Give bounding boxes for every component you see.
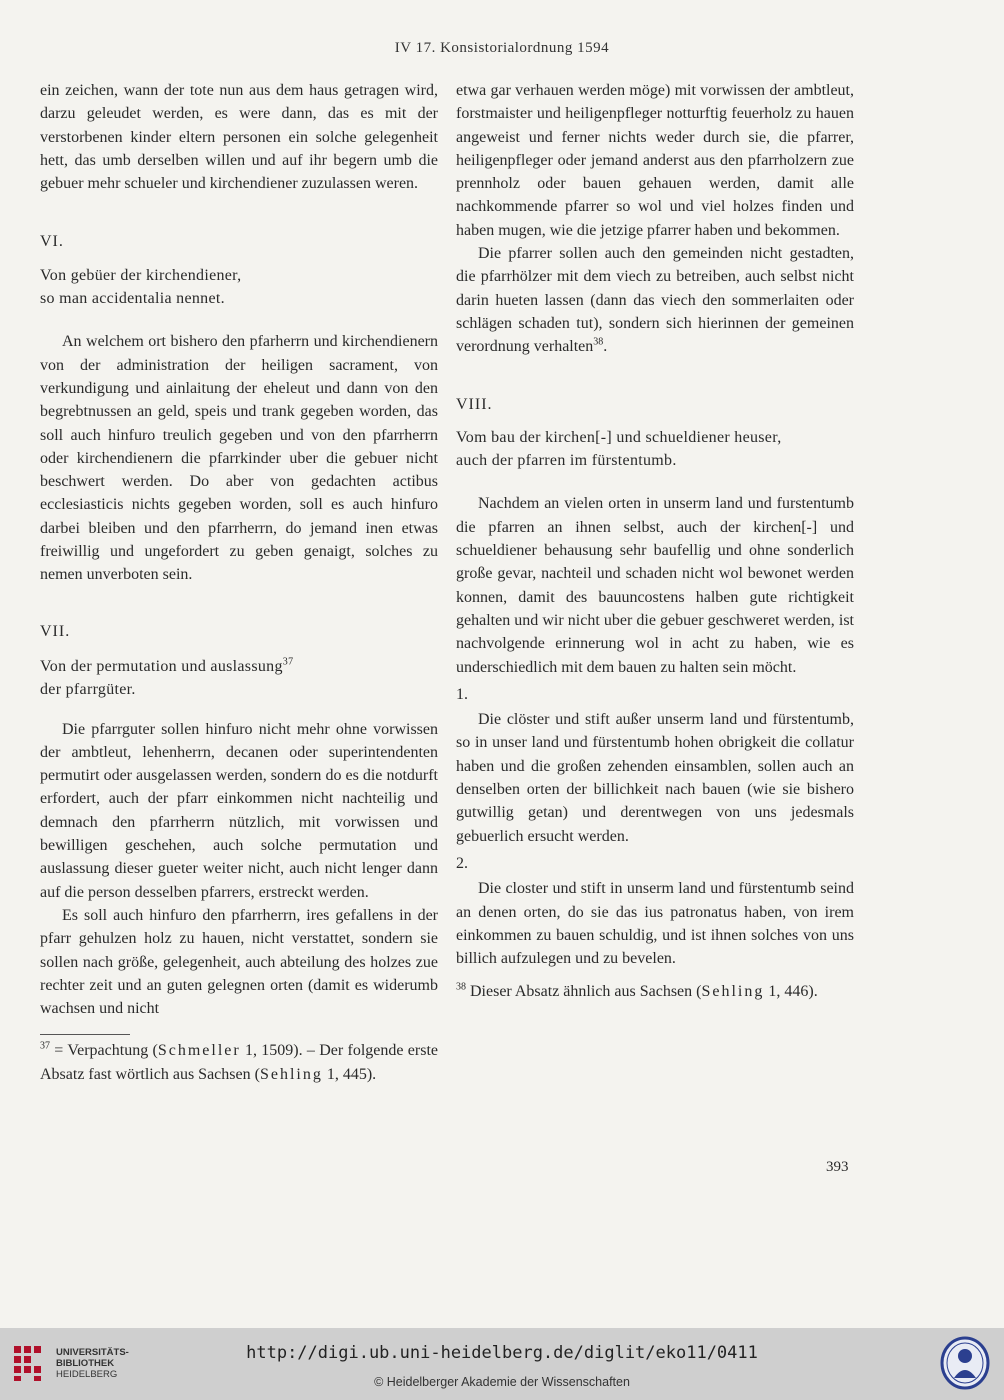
footnote-ref-38: 38 xyxy=(593,336,604,348)
section-7-number: VII. xyxy=(40,622,71,640)
subsection-2-paragraph: Die closter und stift in unserm land und fürstentumb seind an denen orten, do sie das ius patronatus haben, von irem einkommen zu bauen schuldig, und ist ihnen solches von uns billich aufzulegen und zu bevelen. xyxy=(456,880,854,968)
paragraph-intro: ein zeichen, wann der tote nun aus dem haus getragen wird, darzu geleudet werden, es were dann, das es mit der verstorbenen kinder eltern personen ein solche gelegenheit hett, das umb derselben willen und auf ihr begern umb die gebuer mehr schueler und kirchendiener zuzulassen weren. xyxy=(40,82,438,193)
running-head: IV 17. Konsistorialordnung 1594 xyxy=(394,40,610,56)
subsection-2-number: 2. xyxy=(456,854,468,872)
academy-seal-icon[interactable] xyxy=(940,1336,990,1390)
section-6-title-line2: so man accidentalia nennet. xyxy=(40,290,225,308)
logo-text: UNIVERSITÄTS- BIBLIOTHEK HEIDELBERG xyxy=(56,1347,129,1380)
section-6-title-line1: Von gebüer der kirchendiener, xyxy=(40,266,242,284)
section-7-title xyxy=(40,655,438,702)
footnote-ref-37: 37 xyxy=(282,656,294,668)
document-url-link[interactable]: http://digi.ub.uni-heidelberg.de/diglit/eko11/0411 xyxy=(246,1343,758,1363)
section-7-title-line2: der pfarrgüter. xyxy=(40,681,136,699)
page-number: 393 xyxy=(826,1159,849,1175)
footer-bar xyxy=(0,1328,1004,1400)
subsection-1-paragraph: Die clöster und stift außer unserm land und fürstentumb, so in unser land und fürstentumb hohen obrigkeit die collatur haben und die großen zehenden einsamblen, sollen auch an denselben orten der billichkeit nach bauen (wie sie bishero gutwillig getan) und derentwegen von uns jedesmals gebuerlich ersucht werden. xyxy=(456,711,854,845)
copyright-notice: © Heidelberger Akademie der Wissenschaften xyxy=(374,1375,630,1389)
left-column xyxy=(40,79,438,1086)
section-6-number: VI. xyxy=(40,233,64,251)
section-6-title xyxy=(40,264,438,311)
section-8-title xyxy=(456,426,854,473)
section-8-number: VIII. xyxy=(456,395,493,413)
subsection-1-number: 1. xyxy=(456,685,468,703)
section-8-paragraph: Nachdem an vielen orten in unserm land und furstentumb die pfarren an ihnen selbst, auch der kirchen[-] und schueldiener behausung sehr baufellig und ohne sonderlich große gevar, nachteil und schaden nicht wol bewonet werden konnen, damit des bauuncostens halben gute richtigkeit gehalten und wir nicht uber die gebuer geschweret werden, ist nachvolgende erinnerung wol in acht zu haben, wie es underschiedlich mit dem bauen zu halten sein möcht. xyxy=(456,495,854,676)
section-7-paragraph-1: Die pfarrguter sollen hinfuro nicht mehr ohne vorwissen der ambtleut, lehenherrn, decanen oder superintendenten permutirt oder ausgelassen werden, sondern do es die notdurft erfordert, auch der pfarr einkommen nicht nachteilig und demnach den pfarrherrn nützlich, mit vorwissen und bewilligen geschehen, auch solche permutation und auslassung dieser gueter weiter nicht, auch nicht lenger dann auf die person desselben pfarrers, erstreckt werden. xyxy=(40,720,438,901)
right-column xyxy=(456,79,854,1004)
section-7-title-line1: Von der permutation und auslassung$^{37}$ xyxy=(40,656,294,675)
section-6-paragraph: An welchem ort bishero den pfarherrn und kirchendienern von der administration der heiligen sacrament, von verkundigung und ainlaitung der eheleut und dann von den begrebtnussen an geld, speis und trank gegeben worden, das soll auch hinfuro treulich gegeben und von den pfarrherrn oder kirchendienern die pfarrkinder uber die gebuer nicht beschwert werden. Do aber von gedachten actibus ecclesiasticis nichts gegeben worden, soll es auch hinfuro darbei bleiben und den pfarrherrn, do jemand inen etwas freiwillig und ungefordert zu geben genaigt, solches zu nemen unverboten sein. xyxy=(40,333,438,584)
footnote-38: $^{38}$ Dieser Absatz ähnlich aus Sachsen (Sehling 1, 446). xyxy=(456,982,818,1001)
section-8-title-line2: auch der pfarren im fürstentumb. xyxy=(456,452,677,470)
footnote-37: $^{37}$ = Verpachtung (Schmeller 1, 1509). – Der folgende erste Absatz fast wörtlich aus Sachsen (Sehling 1, 445). xyxy=(40,1041,438,1083)
paragraph-pasture: Die pfarrer sollen auch den gemeinden nicht gestadten, die pfarrhölzer mit dem viech zu betreiben, auch selbst nicht darin hueten lassen (dann das viech den sommerlaiten oder schlägen schaden tut), sondern sich hierinnen der gemeinen verordnung verhalten$^{38}$. xyxy=(456,245,854,356)
section-7-paragraph-2: Es soll auch hinfuro den pfarrherrn, ires gefallens in der pfarr gehulzen holz zu hauen, nicht verstattet, sondern sie sollen nach größe, gelegenheit, auch abteilung des holzes zue rechter zeit und an guten gelegnen orten (damit es widerumb wachsen und nicht xyxy=(40,906,438,1018)
section-8-title-line1: Vom bau der kirchen[-] und schueldiener heuser, xyxy=(456,428,782,446)
paragraph-continuation: etwa gar verhauen werden möge) mit vorwissen der ambtleut, forstmaister und heiligenpfleger notturftig feuerholz zu hauen angeweist und ferner nichts weder durch sie, die pfarrer, heiligenpfleger oder jemand anderst aus den pfarrholzern zue prennholz oder bauen gehauen werden, damit alle nachkommende pfarrer so wol und viel holzes finden und haben mugen, wie die jetzige pfarrer haben und bekommen. xyxy=(456,82,854,239)
